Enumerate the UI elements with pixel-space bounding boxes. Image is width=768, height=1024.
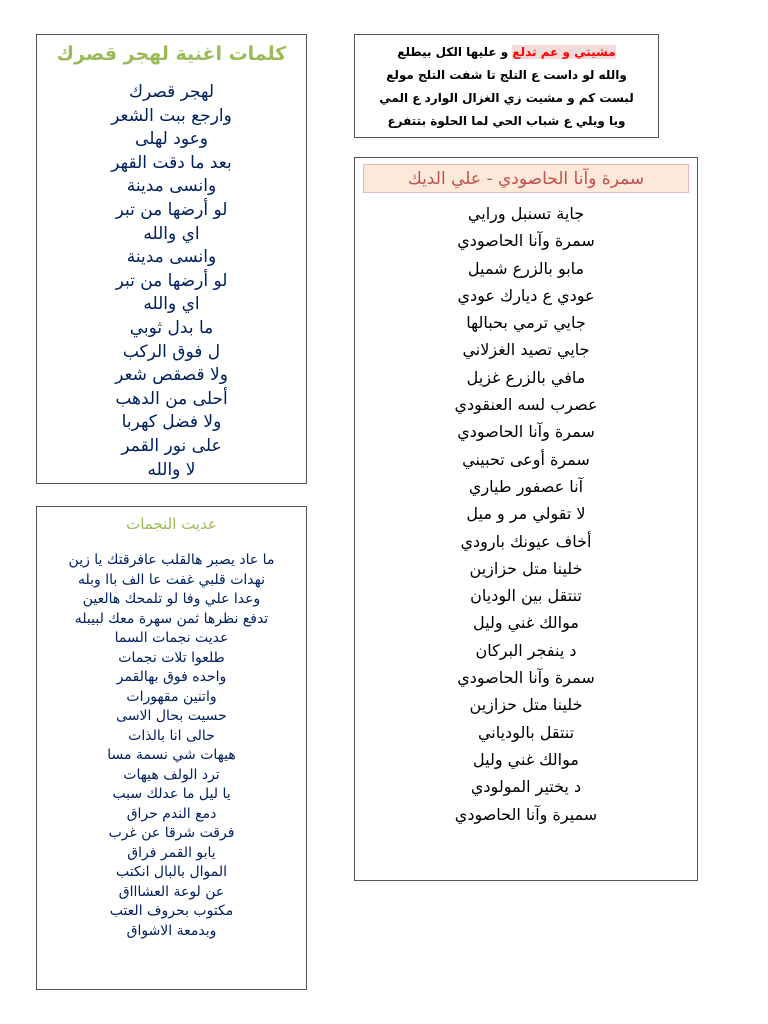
lyrics-list bbox=[37, 551, 306, 941]
lyric-line: ويا ويلي ع شباب الحي لما الحلوة بتتفرع bbox=[387, 114, 626, 128]
lyric-line: آنا عصفور طياري bbox=[468, 476, 584, 496]
lyric-line: لهجر قصرك bbox=[128, 82, 215, 102]
lyric-line: هيهات شي نسمة مسا bbox=[107, 747, 236, 763]
lyric-line: يابو القمر فراق bbox=[127, 844, 216, 861]
lyrics-list bbox=[355, 41, 658, 133]
lyric-line: ما بدل ثوبي bbox=[129, 317, 214, 338]
lyric-line: واحده فوق بهالقمر bbox=[116, 669, 227, 685]
lyric-line: فرقت شرقا عن غرب bbox=[108, 825, 235, 841]
song-box-mashyeti bbox=[354, 34, 659, 138]
lyric-line: اي والله bbox=[143, 223, 200, 244]
lyric-line: لو أرضها من تبر bbox=[115, 199, 228, 220]
lyric-line: سمرة وآنا الحاصودي bbox=[457, 668, 595, 688]
lyric-line: تنتقل بين الوديان bbox=[470, 586, 582, 606]
song-title: سمرة وآنا الحاصودي - علي الديك bbox=[363, 164, 689, 193]
lyric-line: مافي بالزرع غزيل bbox=[466, 367, 586, 387]
lyric-line: يا ليل ما عدلك سبب bbox=[112, 786, 231, 802]
lyric-line: سمرة وآنا الحاصودي bbox=[457, 231, 595, 251]
lyric-line: وانسى مدينة bbox=[126, 247, 217, 268]
highlighted-phrase: مشيتي و عم تدلع bbox=[512, 45, 616, 59]
lyric-line: مابو بالزرع شميل bbox=[467, 258, 585, 278]
lyric-line: سمرة وآنا الحاصودي bbox=[457, 422, 595, 442]
lyric-line: سميرة وآنا الحاصودي bbox=[454, 804, 598, 824]
lyrics-list bbox=[355, 200, 697, 828]
lyric-line: عصرب لسه العنقودي bbox=[454, 395, 598, 415]
lyric-line: جايي ترمي بحبالها bbox=[466, 313, 586, 333]
lyric-line: بعد ما دقت القهر bbox=[111, 152, 232, 173]
lyric-line: جايي تصيد الغزلاني bbox=[462, 340, 590, 360]
song-box-aadeet-alnajmat bbox=[36, 506, 307, 990]
lyric-line: اي والله bbox=[143, 294, 200, 315]
lyric-line: مكتوب بحروف العتب bbox=[109, 903, 234, 919]
lyric-line: لبست كم و مشيت زي الغزال الوارد ع المي bbox=[379, 91, 634, 105]
lyric-line: خلينا متل حزازين bbox=[469, 558, 583, 578]
lyric-line: ولا فضل كهربا bbox=[121, 412, 222, 433]
lyric-line: على نور القمر bbox=[121, 435, 222, 456]
lyric-line: ل فوق الركب bbox=[122, 341, 221, 362]
lyric-line: حسيت بحال الاسى bbox=[116, 708, 227, 724]
lyric-line bbox=[355, 41, 658, 64]
lyric-line: دمع الندم حراق bbox=[126, 805, 217, 822]
lyric-line: د ينفجر البركان bbox=[475, 640, 577, 660]
lyric-line: تنتقل بالودياني bbox=[477, 722, 575, 742]
lyric-line: والله لو داست ع التلج تا شفت التلج مولع bbox=[386, 68, 627, 82]
lyrics-list bbox=[37, 81, 306, 482]
lyric-line: ولا قصقص شعر bbox=[115, 365, 228, 386]
song-box-samra-wana-alhasoudi bbox=[354, 157, 698, 881]
lyric-line: موالك غني وليل bbox=[473, 749, 579, 769]
song-box-lahjur-qasrek bbox=[36, 34, 307, 484]
song-title: كلمات اغنية لهجر قصرك bbox=[56, 43, 287, 65]
lyric-line: لا والله bbox=[147, 459, 196, 480]
lyric-line: لو أرضها من تبر bbox=[115, 270, 228, 291]
lyric-line: د يختير المولودي bbox=[470, 777, 582, 797]
lyric-line: عديت نجمات السما bbox=[114, 630, 229, 646]
lyric-line: عودي ع ديارك عودي bbox=[457, 285, 595, 305]
lyric-line: الموال بالبال انكتب bbox=[115, 864, 228, 880]
lyric-fragment: و عليها الكل بيطلع bbox=[397, 45, 513, 59]
lyric-line: وعود لهلى bbox=[135, 129, 208, 150]
lyric-line: أخاف عيونك بارودي bbox=[460, 531, 592, 551]
lyric-line: وعدا علي وفا لو تلمحك هالعين bbox=[82, 591, 261, 607]
lyric-line: تدفع نظرها ثمن سهرة معك لبيبله bbox=[74, 610, 269, 627]
lyric-line: عن لوعة العشاااق bbox=[118, 883, 225, 900]
lyric-line: وانسى مدينة bbox=[126, 176, 217, 197]
lyric-line: جاية تسنبل ورايي bbox=[467, 204, 585, 223]
lyric-line: موالك غني وليل bbox=[473, 613, 579, 633]
song-title: عديت النجمات bbox=[126, 515, 217, 533]
lyric-line: واتنين مقهورات bbox=[126, 688, 217, 705]
lyric-line: وارجع ببت الشعر bbox=[111, 105, 232, 126]
lyric-line: طلعوا تلات نجمات bbox=[118, 649, 225, 666]
lyric-line: ترد الولف هيهات bbox=[123, 766, 220, 783]
lyric-line: خلينا متل حزازين bbox=[469, 695, 583, 715]
lyric-line: سمرة أوعى تحبيني bbox=[462, 449, 590, 469]
lyric-line: نهدات قلبي غفت عا الف باا وبله bbox=[78, 571, 265, 588]
lyric-line: أحلى من الدهب bbox=[115, 388, 228, 409]
lyric-line: حالى انا بالذات bbox=[128, 727, 215, 744]
lyric-line: ما عاد يصبر هالقلب عافرقتك يا زين bbox=[68, 552, 275, 568]
lyric-line: وبدمعة الاشواق bbox=[126, 922, 217, 939]
lyric-line: لا تقولي مر و ميل bbox=[466, 504, 586, 524]
